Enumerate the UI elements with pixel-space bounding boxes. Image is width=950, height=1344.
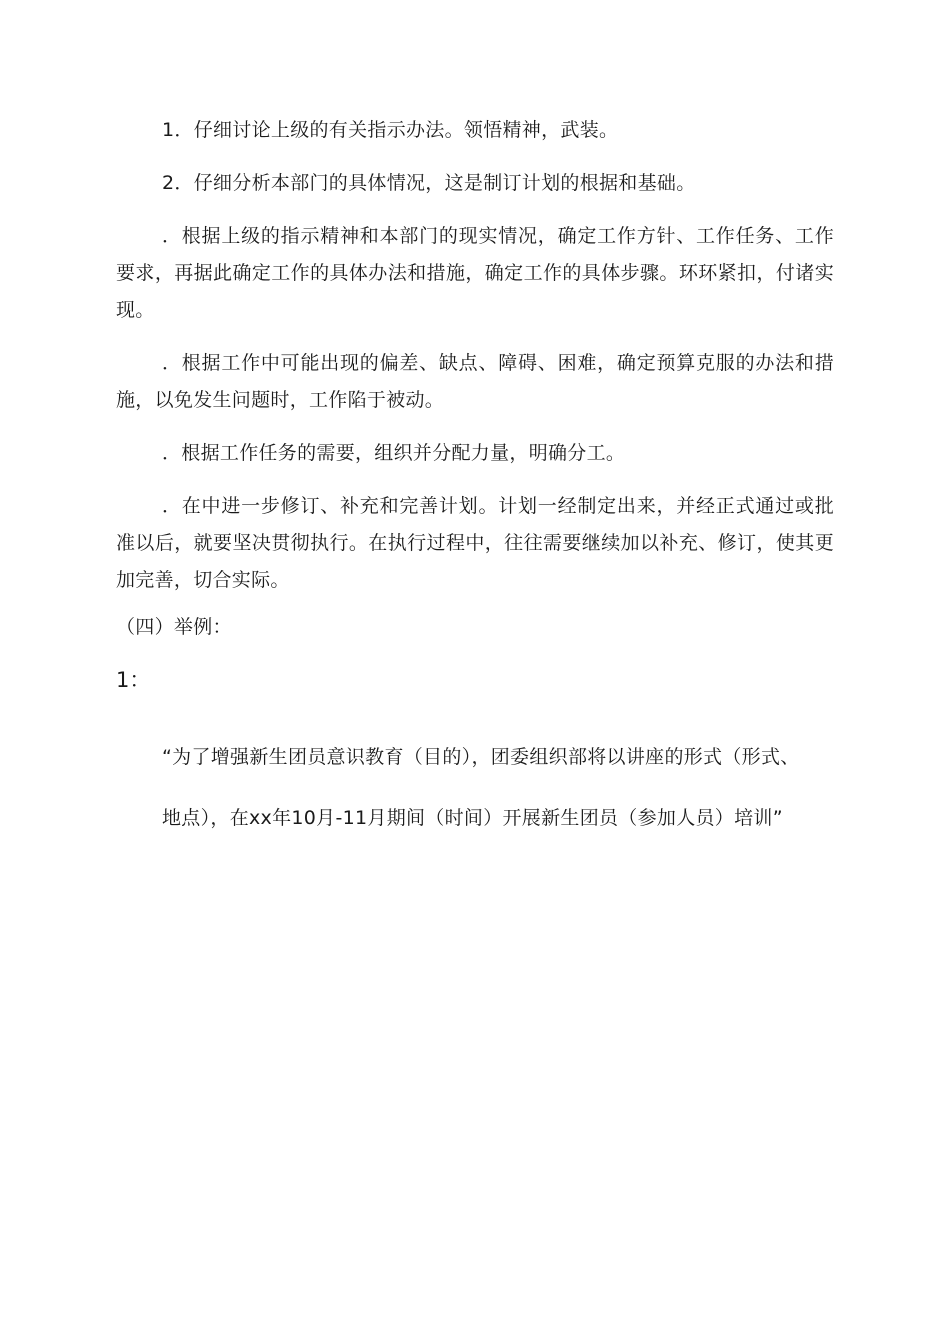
example-quote-part1: “为了增强新生团员意识教育（目的），团委组织部将以讲座的形式（形式、 (162, 746, 800, 768)
paragraph-step-2: 2．仔细分析本部门的具体情况，这是制订计划的根据和基础。 (162, 172, 696, 194)
paragraph-step-1: 1．仔细讨论上级的有关指示办法。领悟精神，武装。 (162, 119, 619, 141)
paragraph-step-4: ．根据工作中可能出现的偏差、缺点、障碍、困难，确定预算克服的办法和措施，以免发生问题时，工作陷于被动。 (116, 352, 834, 411)
example-quote-part2: 地点），在xx年10月-11月期间（时间）开展新生团员（参加人员）培训” (162, 807, 783, 829)
paragraph-step-5: ．根据工作任务的需要，组织并分配力量，明确分工。 (162, 442, 626, 464)
section-heading: （四）举例： (116, 616, 232, 638)
document-body (116, 112, 834, 837)
paragraph-step-3: ．根据上级的指示精神和本部门的现实情况，确定工作方针、工作任务、工作要求，再据此确定工作的具体办法和措施，确定工作的具体步骤。环环紧扣，付诸实现。 (116, 225, 834, 321)
paragraph-step-6: ．在中进一步修订、补充和完善计划。计划一经制定出来，并经正式通过或批准以后，就要坚决贯彻执行。在执行过程中，往往需要继续加以补充、修订，使其更加完善，切合实际。 (116, 495, 834, 591)
example-number: 1： (116, 668, 151, 692)
